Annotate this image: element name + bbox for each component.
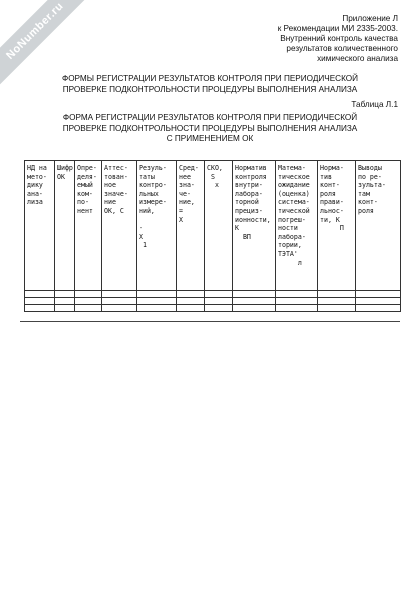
appendix-reference [178,14,398,64]
table-row [25,305,401,312]
column-header: НД на мето- дику ана- лиза [25,161,55,291]
column-header: Матема- тическое ожидание (оценка) система- тической погреш- ности лабора- тории, ТЭТА' л [276,161,318,291]
column-header: Сред- нее зна- че- ние, = X [177,161,205,291]
page-divider [20,321,400,322]
watermark-text: NoNumber.ru [4,0,66,62]
column-header: Норма- тив конт- роля прави- льнос- ти, К П [318,161,356,291]
column-header: Опре- деля- емый ком- по- нент [75,161,102,291]
appendix-line: Внутренний контроль качества [280,34,398,43]
main-title [30,74,390,95]
column-header: Резуль- таты контро- льных измере- ний, - X 1 [137,161,177,291]
column-header: Выводы по ре- зульта- там конт- роля [356,161,401,291]
table-title-line: ФОРМА РЕГИСТРАЦИИ РЕЗУЛЬТАТОВ КОНТРОЛЯ ПРИ ПЕРИОДИЧЕСКОЙ [62,113,358,122]
main-title-line: ФОРМЫ РЕГИСТРАЦИИ РЕЗУЛЬТАТОВ КОНТРОЛЯ ПРИ ПЕРИОДИЧЕСКОЙ [61,74,359,83]
column-header: СКО, S x [205,161,233,291]
appendix-line: Приложение Л [342,14,398,23]
registration-table [24,160,401,312]
table-title-line: С ПРИМЕНЕНИЕМ ОК [166,134,254,143]
appendix-line: к Рекомендации МИ 2335-2003. [277,24,398,33]
appendix-line: химического анализа [317,54,398,63]
table-header-row [25,161,401,291]
column-header: Аттес- тован- ное значе- ние ОК, С [102,161,137,291]
column-header: Шифр ОК [55,161,75,291]
main-title-line: ПРОВЕРКЕ ПОДКОНТРОЛЬНОСТИ ПРОЦЕДУРЫ ВЫПОЛНЕНИЯ АНАЛИЗА [62,84,358,94]
table-row [25,298,401,305]
column-header: Норматив контроля внутри- лабора- торной прециз- ионности, К ВП [233,161,276,291]
table-title-line: ПРОВЕРКЕ ПОДКОНТРОЛЬНОСТИ ПРОЦЕДУРЫ ВЫПОЛНЕНИЯ АНАЛИЗА [62,123,358,133]
appendix-line: результатов количественного [286,44,398,53]
table-title [30,113,390,145]
table-number: Таблица Л.1 [351,100,398,109]
table-row [25,291,401,298]
